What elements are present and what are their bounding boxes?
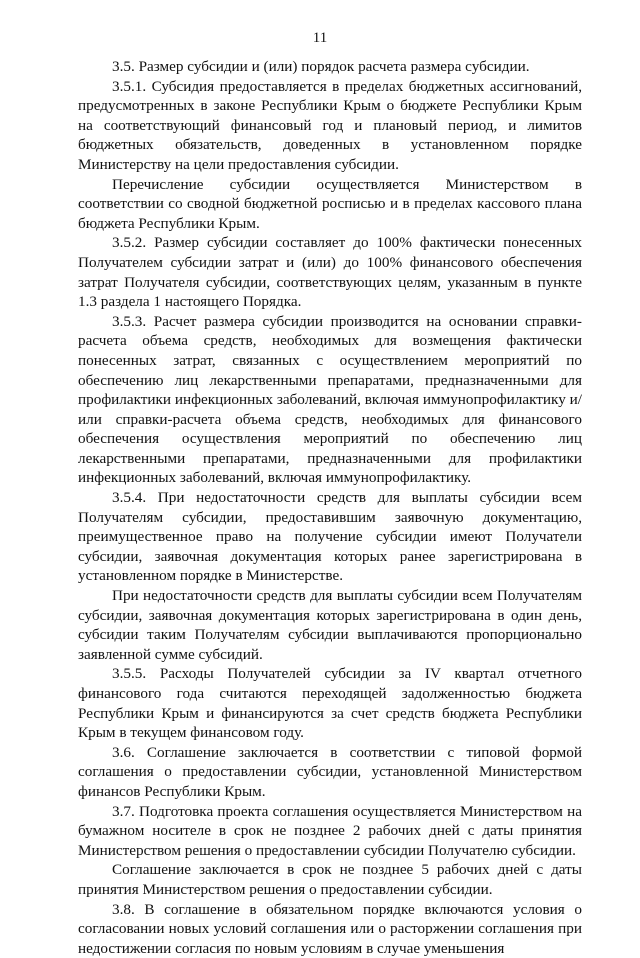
paragraph-agreement-deadline: Соглашение заключается в срок не позднее 5 рабочих дней с даты принятия Министерством решения о предоставлении субсидии. [78,861,582,898]
paragraph-transfer: Перечисление субсидии осуществляется Министерством в соответствии со сводной бюджетной росписью и в пределах кассового плана бюджета Республики Крым. [78,175,582,232]
section-heading-3-5: 3.5. Размер субсидии и (или) порядок расчета размера субсидии. [112,58,530,75]
paragraph-insufficiency: При недостаточности средств для выплаты субсидии всем Получателям субсидии, заявочная документация которых зарегистрирована в один день, субсидии таким Получателям субсидии выплачиваются пропорционально заявленной сумме субсидий. [78,587,582,663]
paragraph-3-5-4: 3.5.4. При недостаточности средств для выплаты субсидии всем Получателям субсидии, предоставившим заявочную документацию, преимущественное право на получение субсидии имеют Получатели субсидии, заявочная документация которых ранее зарегистрирована в установленном порядке в Министерстве. [78,489,582,585]
paragraph-3-7: 3.7. Подготовка проекта соглашения осуществляется Министерством на бумажном носителе в срок не позднее 2 рабочих дней с даты принятия Министерством решения о предоставлении субсидии Получателю субсидии. [78,802,582,859]
paragraph-3-6: 3.6. Соглашение заключается в соответствии с типовой формой соглашения о предоставлении субсидии, установленной Министерством финансов Республики Крым. [78,743,582,800]
page-number: 11 [312,30,328,46]
document-body [78,57,582,958]
paragraph-3-5-3: 3.5.3. Расчет размера субсидии производится на основании справки-расчета объема средств, необходимых для возмещения фактически понесенных затрат, связанных с осуществлением мероприятий по обеспечению лиц лекарственными препаратами, предназначенными для профилактики инфекционных заболеваний, включая иммунопрофилактику и/или справки-расчета объема средств, необходимых для финансового обеспечения осуществления мероприятий по обеспечению лиц лекарственными препаратами, предназначенными для профилактики инфекционных заболеваний, включая иммунопрофилактику. [78,312,582,487]
paragraph-3-5-2: 3.5.2. Размер субсидии составляет до 100% фактически понесенных Получателем субсидии затрат и (или) до 100% финансового обеспечения затрат Получателя субсидии, соответствующих целям, указанным в пункте 1.3 раздела 1 настоящего Порядка. [78,234,582,311]
paragraph-3-5-1: 3.5.1. Субсидия предоставляется в пределах бюджетных ассигнований, предусмотренных в законе Республики Крым о бюджете Республики Крым на соответствующий финансовый год и плановый период, и лимитов бюджетных обязательств, доведенных в установленном порядке Министерству на цели предоставления субсидии. [78,77,582,173]
paragraph-3-5-5: 3.5.5. Расходы Получателей субсидии за IV квартал отчетного финансового года считаются переходящей задолженностью бюджета Республики Крым и финансируются за счет средств бюджета Республики Крым в текущем финансовом году. [78,665,582,742]
paragraph-3-8: 3.8. В соглашение в обязательном порядке включаются условия о согласовании новых условий соглашения или о расторжении соглашения при недостижении согласия по новым условиям в случае уменьшения [78,900,582,957]
